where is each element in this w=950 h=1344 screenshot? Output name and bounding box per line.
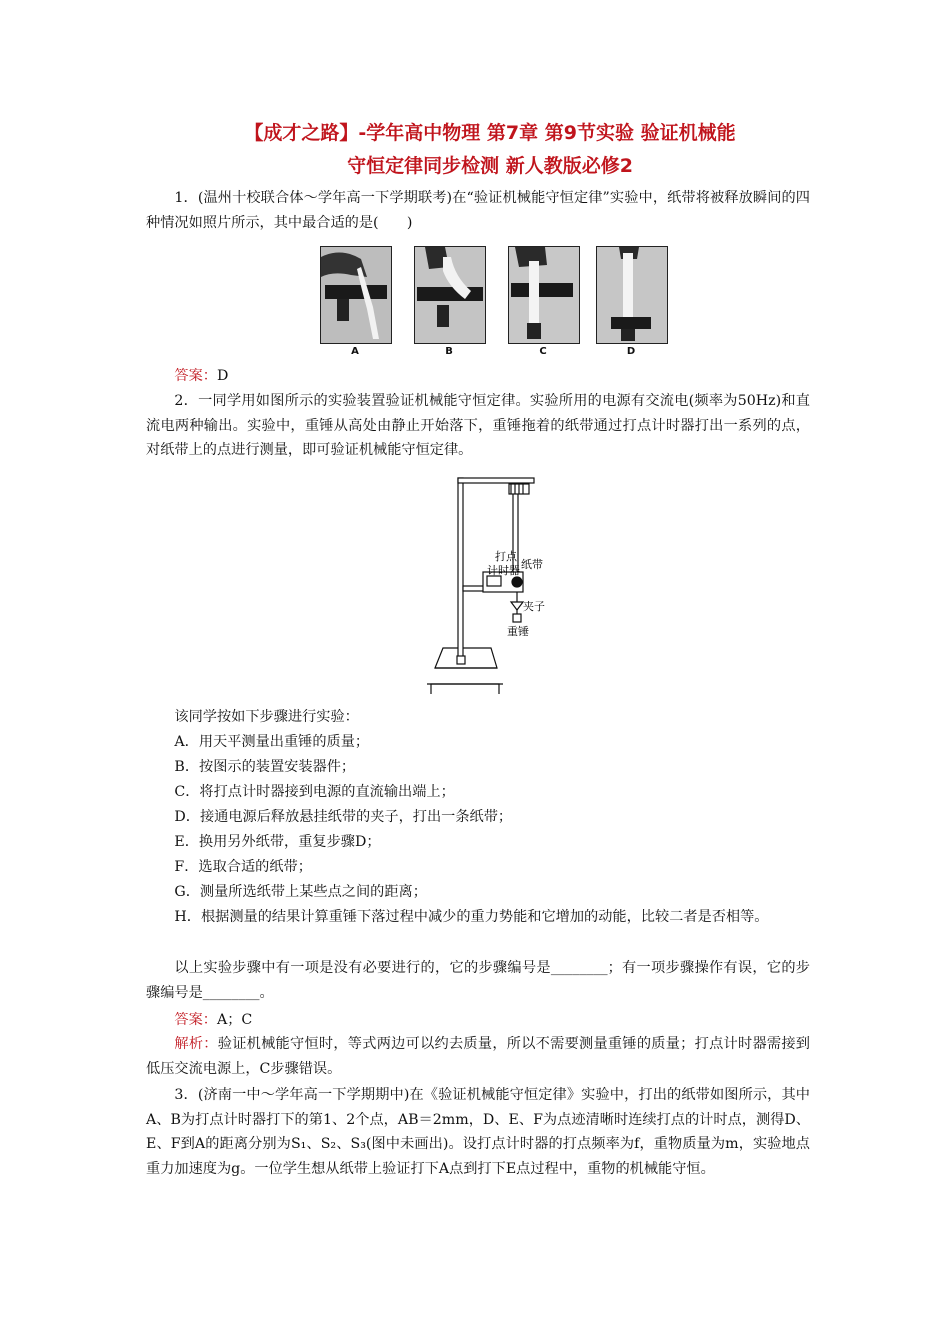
label-timer-line2: 计时器 bbox=[487, 564, 520, 577]
label-timer-line1: 打点 bbox=[495, 550, 517, 563]
apparatus-diagram bbox=[425, 470, 545, 695]
document-title-line1: 【成才之路】-学年高中物理 第7章 第9节实验 验证机械能 bbox=[244, 122, 736, 144]
label-tape: 纸带 bbox=[521, 558, 543, 571]
label-clip: 夹子 bbox=[523, 600, 545, 613]
question-2-analysis bbox=[146, 1032, 810, 1081]
label-weight: 重锤 bbox=[507, 625, 529, 638]
question-2-prompt: 以上实验步骤中有一项是没有必要进行的，它的步骤编号是________；有一项步骤操作有误，它的步骤编号是________。 bbox=[146, 960, 810, 1001]
answer-label: 答案： bbox=[174, 368, 217, 384]
steps-intro: 该同学按如下步骤进行实验： bbox=[174, 709, 359, 725]
analysis-label: 解析： bbox=[174, 1036, 218, 1052]
question-2-answer bbox=[146, 1008, 252, 1032]
photo-b bbox=[414, 246, 486, 344]
question-1-answer bbox=[146, 364, 228, 388]
photo-label-a: A bbox=[351, 346, 359, 357]
photo-label-d: D bbox=[626, 346, 636, 357]
analysis-text: 验证机械能守恒时，等式两边可以约去质量，所以不需要测量重锤的质量；打点计时器需接到低压交流电源上，C步骤错误。 bbox=[146, 1036, 810, 1077]
photo-a bbox=[320, 246, 392, 344]
answer-value: D bbox=[216, 368, 229, 384]
step-b: B．按图示的装置安装器件； bbox=[174, 759, 356, 775]
document-title-line2: 守恒定律同步检测 新人教版必修2 bbox=[347, 155, 633, 177]
step-c: C．将打点计时器接到电源的直流输出端上； bbox=[174, 784, 455, 800]
step-d: D．接通电源后释放悬挂纸带的夹子，打出一条纸带； bbox=[174, 809, 513, 825]
question-1-text: 1．(温州十校联合体～学年高一下学期联考)在“验证机械能守恒定律”实验中，纸带将被释放瞬间的四种情况如照片所示，其中最合适的是( ) bbox=[146, 190, 810, 231]
answer-label: 答案： bbox=[174, 1012, 217, 1028]
answer-value: A；C bbox=[216, 1012, 253, 1028]
step-a: A．用天平测量出重锤的质量； bbox=[174, 734, 370, 750]
photo-d bbox=[596, 246, 668, 344]
step-h: H．根据测量的结果计算重锤下落过程中减少的重力势能和它增加的动能，比较二者是否相等。 bbox=[174, 909, 769, 925]
step-f: F．选取合适的纸带； bbox=[174, 859, 312, 875]
photo-label-b: B bbox=[445, 346, 453, 357]
step-g: G．测量所选纸带上某些点之间的距离； bbox=[174, 884, 427, 900]
question-2-text: 2．一同学用如图所示的实验装置验证机械能守恒定律。实验所用的电源有交流电(频率为50Hz)和直流电两种输出。实验中，重锤从高处由静止开始落下，重锤拖着的纸带通过打点计时器打出一系列的点，对纸带上的点进行测量，即可验证机械能守恒定律。 bbox=[146, 393, 810, 458]
question-3-text: 3．(济南一中～学年高一下学期期中)在《验证机械能守恒定律》实验中，打出的纸带如图所示，其中A、B为打点计时器打下的第1、2个点，AB＝2mm，D、E、F为点迹清晰时连续打点的计时点，测得D、E、F到A的距离分别为S₁、S₂、S₃(图中未画出)。设打点计时器的打点频率为f，重物质量为m，实验地点重力加速度为g。一位学生想从纸带上验证打下A点到打下E点过程中，重物的机械能守恒。 bbox=[146, 1087, 810, 1177]
photo-label-c: C bbox=[539, 346, 547, 357]
photo-c bbox=[508, 246, 580, 344]
step-e: E．换用另外纸带，重复步骤D； bbox=[174, 834, 381, 850]
